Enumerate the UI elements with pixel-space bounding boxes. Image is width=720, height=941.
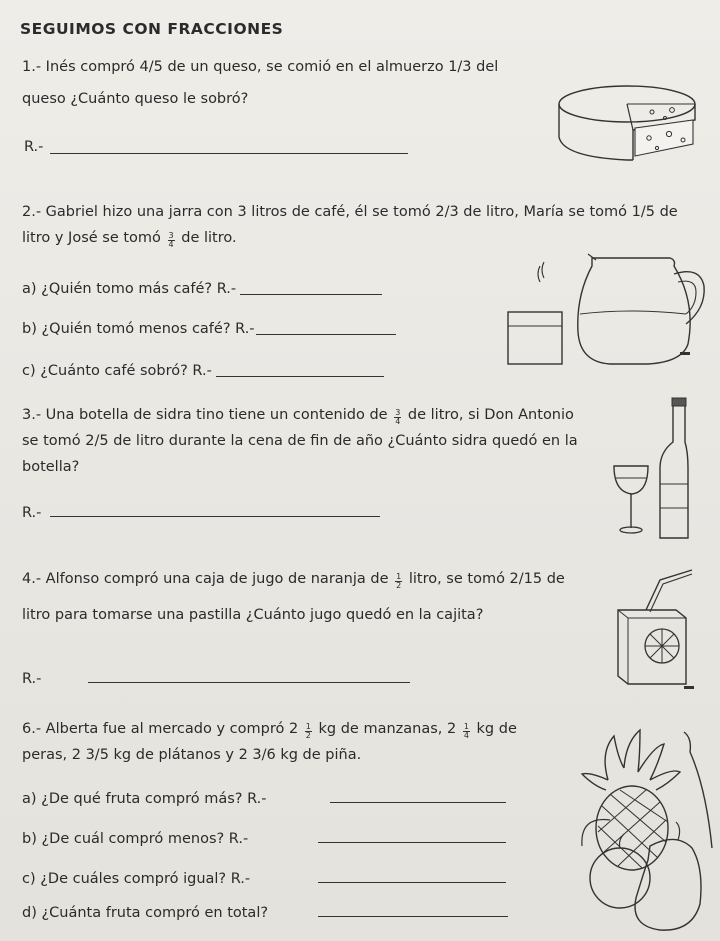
problem-3-line-1-text: 3.- Una botella de sidra tino tiene un contenido de (22, 407, 388, 423)
problem-2-answer-a-line[interactable] (240, 294, 382, 295)
problem-6-line-1-text: 6.- Alberta fue al mercado y compró 2 (22, 721, 299, 737)
problem-3-line-2: se tomó 2/5 de litro durante la cena de fin de año ¿Cuánto sidra quedó en la (22, 433, 578, 449)
coffee-jug-and-glass-illustration (500, 252, 710, 372)
problem-3-answer-line[interactable] (50, 516, 380, 517)
problem-4-line-2: litro para tomarse una pastilla ¿Cuánto jugo quedó en la cajita? (22, 607, 484, 623)
cider-bottle-and-glass-illustration (612, 396, 692, 540)
problem-6-line-1 (22, 720, 517, 740)
problem-3-line-3: botella? (22, 459, 80, 475)
fraction-three-quarters-cider: $\frac{3}{4}$ (395, 408, 401, 426)
fraction-pears: $\frac{1}{4}$ (463, 722, 469, 740)
problem-2-answer-b-line[interactable] (256, 334, 396, 335)
problem-6-question-c: c) ¿De cuáles compró igual? R.- (22, 871, 251, 887)
problem-6-answer-a-line[interactable] (330, 802, 506, 803)
problem-2-answer-c-line[interactable] (216, 376, 384, 377)
problem-6-line-1-mid: kg de manzanas, 2 (318, 721, 457, 737)
fraction-three-quarters: $\frac{3}{4}$ (168, 231, 174, 249)
problem-4-line-1-tail: litro, se tomó 2/15 de (408, 571, 565, 587)
worksheet-title: SEGUIMOS CON FRACCIONES (20, 20, 284, 38)
problem-2-question-a: a) ¿Quién tomo más café? R.- (22, 281, 237, 297)
juice-box-illustration (612, 566, 702, 696)
problem-6-question-b: b) ¿De cuál compró menos? R.- (22, 831, 249, 847)
cheese-illustration (557, 82, 707, 164)
problem-6-line-2: peras, 2 3/5 kg de plátanos y 2 3/6 kg de piña. (22, 747, 362, 763)
problem-6-question-d: d) ¿Cuánta fruta compró en total? (22, 905, 269, 921)
problem-2-line-1: 2.- Gabriel hizo una jarra con 3 litros de café, él se tomó 2/3 de litro, María se tomó 1/5 de (22, 204, 678, 220)
problem-6-answer-c-line[interactable] (318, 882, 506, 883)
problem-4-answer-line[interactable] (88, 682, 410, 683)
problem-3-line-1 (22, 406, 574, 426)
problem-4-line-1-text: 4.- Alfonso compró una caja de jugo de naranja de (22, 571, 389, 587)
fraction-apples: $\frac{1}{2}$ (305, 722, 311, 740)
problem-6-line-1-tail: kg de (476, 721, 517, 737)
problem-1-line-1: 1.- Inés compró 4/5 de un queso, se comió en el almuerzo 1/3 del (22, 59, 499, 75)
problem-1-answer-line[interactable] (50, 153, 408, 154)
problem-2-question-b: b) ¿Quién tomó menos café? R.- (22, 321, 255, 337)
problem-2-line-2-tail: de litro. (181, 230, 237, 246)
fruit-illustration (580, 728, 716, 934)
problem-3-line-1-tail: de litro, si Don Antonio (407, 407, 574, 423)
problem-6-answer-d-line[interactable] (318, 916, 508, 917)
problem-1-answer-label: R.- (24, 139, 44, 155)
problem-2-line-2 (22, 229, 237, 249)
problem-3-answer-label: R.- (22, 505, 42, 521)
problem-2-line-2-text: litro y José se tomó (22, 230, 161, 246)
problem-2-question-c: c) ¿Cuánto café sobró? R.- (22, 363, 212, 379)
problem-4-answer-label: R.- (22, 671, 42, 687)
problem-6-question-a: a) ¿De qué fruta compró más? R.- (22, 791, 267, 807)
fraction-one-half-juice: $\frac{1}{2}$ (396, 572, 402, 590)
problem-1-line-2: queso ¿Cuánto queso le sobró? (22, 91, 249, 107)
problem-4-line-1 (22, 570, 565, 590)
problem-6-answer-b-line[interactable] (318, 842, 506, 843)
